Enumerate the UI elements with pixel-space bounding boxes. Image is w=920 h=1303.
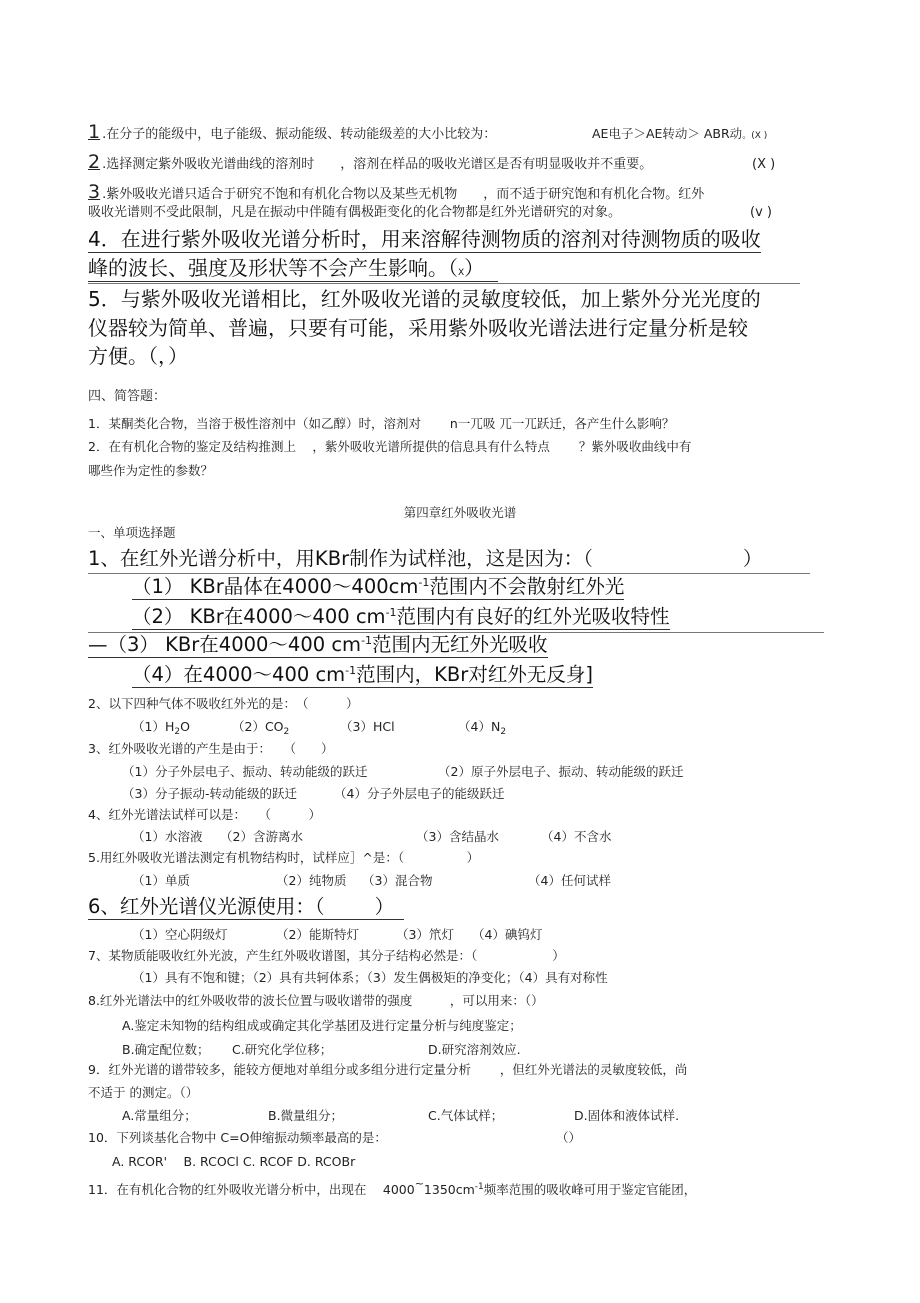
mc-question-7: 7、某物质能吸收红外光波，产生红外吸收谱图，其分子结构必然是：（ ） bbox=[88, 948, 565, 963]
mc-question-5: 5.用红外吸收光谱法测定有机物结构时，试样应］^是：（ ） bbox=[88, 850, 480, 865]
option-text: 范围内无红外光吸收 bbox=[372, 633, 548, 656]
short-answer-2-line2: 哪些作为定性的参数？ bbox=[88, 463, 214, 478]
item-text: 4．在进行紫外吸收光谱分析时，用来溶解待测物质的溶剂对待测物质的吸收 bbox=[88, 227, 761, 251]
mc-option-6-3: （3）笊灯 bbox=[396, 927, 454, 942]
mc-option-2-3: （3）HCl bbox=[340, 719, 395, 734]
mc-option-1-1 bbox=[132, 576, 624, 598]
close-paren: ） bbox=[464, 256, 485, 280]
mc-option-2-2 bbox=[232, 720, 289, 737]
mc-option-1-3 bbox=[88, 634, 548, 656]
unit-sup: -1 bbox=[385, 606, 397, 619]
mc-option-5-4: （4）任何试样 bbox=[528, 873, 611, 888]
item-number: 3 bbox=[88, 181, 101, 203]
section-heading: 四、简答题： bbox=[88, 389, 167, 404]
mc-option-9-C: C.气体试样； bbox=[428, 1108, 504, 1123]
mc-option-2-4 bbox=[458, 720, 506, 737]
mc-question-11 bbox=[88, 1178, 696, 1197]
answer-paren: （） bbox=[556, 1130, 582, 1145]
mc-option-5-2: （2）纯物质 bbox=[276, 873, 347, 888]
answer-underline bbox=[88, 573, 810, 574]
item-number: 1 bbox=[88, 121, 101, 143]
unit-sup: -1 bbox=[361, 634, 373, 647]
answer-mark: (X ) bbox=[752, 157, 776, 172]
mc-option-2-1 bbox=[132, 720, 190, 737]
mc-options-10: A. RCOR' B. RCOCl C. RCOF D. RCOBr bbox=[112, 1154, 356, 1169]
mc-question-4: 4、红外光谱法试样可以是： （ ） bbox=[88, 807, 321, 822]
judge-item-5-line3: 方便。（，） bbox=[88, 344, 188, 368]
mc-option-3-3: （3）分子振动-转动能级的跃迁 bbox=[122, 786, 297, 801]
mc-option-8-B: B.确定配位数； bbox=[122, 1042, 210, 1057]
option-text: （1）H bbox=[132, 719, 175, 734]
option-text: （4）N bbox=[458, 719, 501, 734]
short-answer-2: 2．在有机化合物的鉴定及结构推测上 ，紫外吸收光谱所提供的信息具有什么特点 ？紫外吸收曲线中有 bbox=[88, 439, 692, 454]
mc-question-3: 3、红外吸收光谱的产生是由于： （ ） bbox=[88, 741, 334, 756]
mc-option-8-C: C.研究化学位移； bbox=[232, 1042, 333, 1057]
judge-item-5-line1: 5．与紫外吸收光谱相比，红外吸收光谱的灵敏度较低，加上紫外分光光度的 bbox=[88, 287, 761, 311]
mc-option-1-2 bbox=[132, 606, 670, 628]
item-text: .在分子的能级中，电子能级、振动能级、转动能级差的大小比较为： bbox=[102, 127, 497, 142]
mc-question-9-line2: 不适于 的测定。（） bbox=[88, 1085, 199, 1100]
judge-item-3-line2: 吸收光谱则不受此限制，凡是在振动中伴随有偶极距变化的化合物都是红外光谱研究的对象。 bbox=[88, 205, 622, 220]
option-text: —（3） KBr在4000～400 cm bbox=[88, 633, 362, 656]
mc-question-6 bbox=[88, 896, 404, 918]
mc-option-8-D: D.研究溶剂效应. bbox=[428, 1042, 521, 1057]
question-stem: 频率范围的吸收峰可用于鉴定官能团， bbox=[483, 1182, 697, 1197]
option-text: （4）在4000～400 cm bbox=[132, 663, 346, 686]
judge-item-4-line2 bbox=[88, 257, 498, 280]
mc-option-6-4: （4）碘钨灯 bbox=[472, 927, 543, 942]
question-stem: 11．在有机化合物的红外吸收光谱分析中，出现在 4000 bbox=[88, 1182, 415, 1197]
formula-text: AE电子＞AE转动＞ ABR动 bbox=[592, 126, 743, 141]
unit-sup: -1 bbox=[418, 576, 430, 589]
item-text: .紫外吸收光谱只适合于研究不饱和有机化合物以及某些无机物 ，而不适于研究饱和有机化合物。红外 bbox=[102, 187, 705, 202]
short-answer-1: 1．某酮类化合物，当溶于极性溶剂中（如乙醇）时，溶剂对 n一兀吸 兀一兀跃迁，各产生什么影响？ bbox=[88, 416, 675, 431]
option-text: （2） KBr在4000～400 cm bbox=[132, 605, 386, 628]
option-text: （2）CO bbox=[232, 719, 284, 734]
option-text: 范围内有良好的红外光吸收特性 bbox=[396, 605, 670, 628]
mc-option-9-B: B.微量组分； bbox=[268, 1108, 344, 1123]
question-stem: 1350cm bbox=[423, 1182, 475, 1197]
mc-question-8: 8.红外光谱法中的红外吸收带的波长位置与吸收谱带的强度 ，可以用来：（） bbox=[88, 993, 544, 1008]
question-stem: 1、在红外光谱分析中，用KBr制作为试样池，这是因为：（ bbox=[88, 547, 593, 570]
answer-mark: X bbox=[458, 268, 465, 278]
mc-option-8-A: A.鉴定未知物的结构组成或确定其化学基团及进行定量分析与纯度鉴定； bbox=[122, 1018, 522, 1033]
option-text: （1） KBr晶体在4000～400cm bbox=[132, 575, 419, 598]
unit-sup: -1 bbox=[474, 1182, 484, 1192]
option-text: 范围内，KBr对红外无反身] bbox=[356, 663, 593, 686]
section-heading: 一、单项选择题 bbox=[88, 525, 176, 540]
mc-option-5-3: （3）混合物 bbox=[362, 873, 433, 888]
option-text: O bbox=[180, 719, 190, 734]
close-paren: ） bbox=[374, 895, 395, 918]
chapter-title: 第四章红外吸收光谱 bbox=[403, 505, 517, 520]
mc-question-10: 10．下列谈基化合物中 C=O伸缩振动频率最高的是： bbox=[88, 1130, 387, 1145]
subscript: 2 bbox=[174, 727, 181, 737]
mc-option-4-2: （2）含游离水 bbox=[220, 829, 303, 844]
item-text: 峰的波长、强度及形状等不会产生影响。（ bbox=[88, 256, 458, 280]
judge-item-2 bbox=[88, 152, 652, 174]
answer-mark: (v ) bbox=[750, 205, 772, 220]
mc-option-9-D: D.固体和液体试样. bbox=[574, 1108, 680, 1123]
mc-option-9-A: A.常量组分； bbox=[122, 1108, 197, 1123]
mc-option-4-4: （4）不含水 bbox=[541, 829, 612, 844]
item-number: 2 bbox=[88, 151, 101, 173]
item-text: .选择测定紫外吸收光谱曲线的溶剂时 ，溶剂在样品的吸收光谱区是否有明显吸收并不重要。 bbox=[102, 157, 653, 172]
close-paren: ） bbox=[742, 547, 763, 570]
mc-option-1-4 bbox=[132, 664, 593, 686]
unit-sup: -1 bbox=[345, 664, 357, 677]
judge-item-1 bbox=[88, 122, 496, 144]
judge-item-5-line2: 仪器较为简单、普遍，只要有可能，采用紫外吸收光谱法进行定量分析是较 bbox=[88, 316, 748, 340]
mc-option-5-1: （1）单质 bbox=[132, 873, 190, 888]
judge-item-4-line1 bbox=[88, 228, 761, 251]
answer-mark: 。(X ) bbox=[742, 131, 768, 141]
subscript: 2 bbox=[283, 727, 290, 737]
mc-option-3-2: （2）原子外层电子、振动、转动能级的跃迁 bbox=[438, 764, 684, 779]
mc-option-3-1: （1）分子外层电子、振动、转动能级的跃迁 bbox=[122, 764, 368, 779]
mc-option-6-1: （1）空心阴级灯 bbox=[132, 927, 228, 942]
mc-option-4-3: （3）含结晶水 bbox=[416, 829, 499, 844]
mc-question-1 bbox=[88, 548, 762, 570]
question-stem: 6、红外光谱仪光源使用：（ bbox=[88, 895, 325, 918]
mc-question-9: 9．红外光谱的谱带较多，能较方便地对单组分或多组分进行定量分析 ，但红外光谱法的灵敏度较低，尚 bbox=[88, 1062, 688, 1077]
mc-option-4-1: （1）水溶液 bbox=[132, 829, 203, 844]
option-text: 范围内不会散射红外光 bbox=[429, 575, 625, 598]
divider-line bbox=[88, 283, 800, 284]
mc-question-2: 2、以下四种气体不吸收红外光的是： （ ） bbox=[88, 696, 359, 711]
mc-options-7: （1）具有不饱和键；（2）具有共轲体系；（3）发生偶极矩的净变化；（4）具有对称性 bbox=[132, 970, 608, 985]
tilde: ~ bbox=[414, 1177, 424, 1190]
mc-option-3-4: （4）分子外层电子的能级跃迁 bbox=[334, 786, 505, 801]
energy-formula bbox=[592, 127, 767, 141]
subscript: 2 bbox=[500, 727, 507, 737]
judge-item-3 bbox=[88, 182, 704, 204]
mc-option-6-2: （2）能斯特灯 bbox=[276, 927, 359, 942]
